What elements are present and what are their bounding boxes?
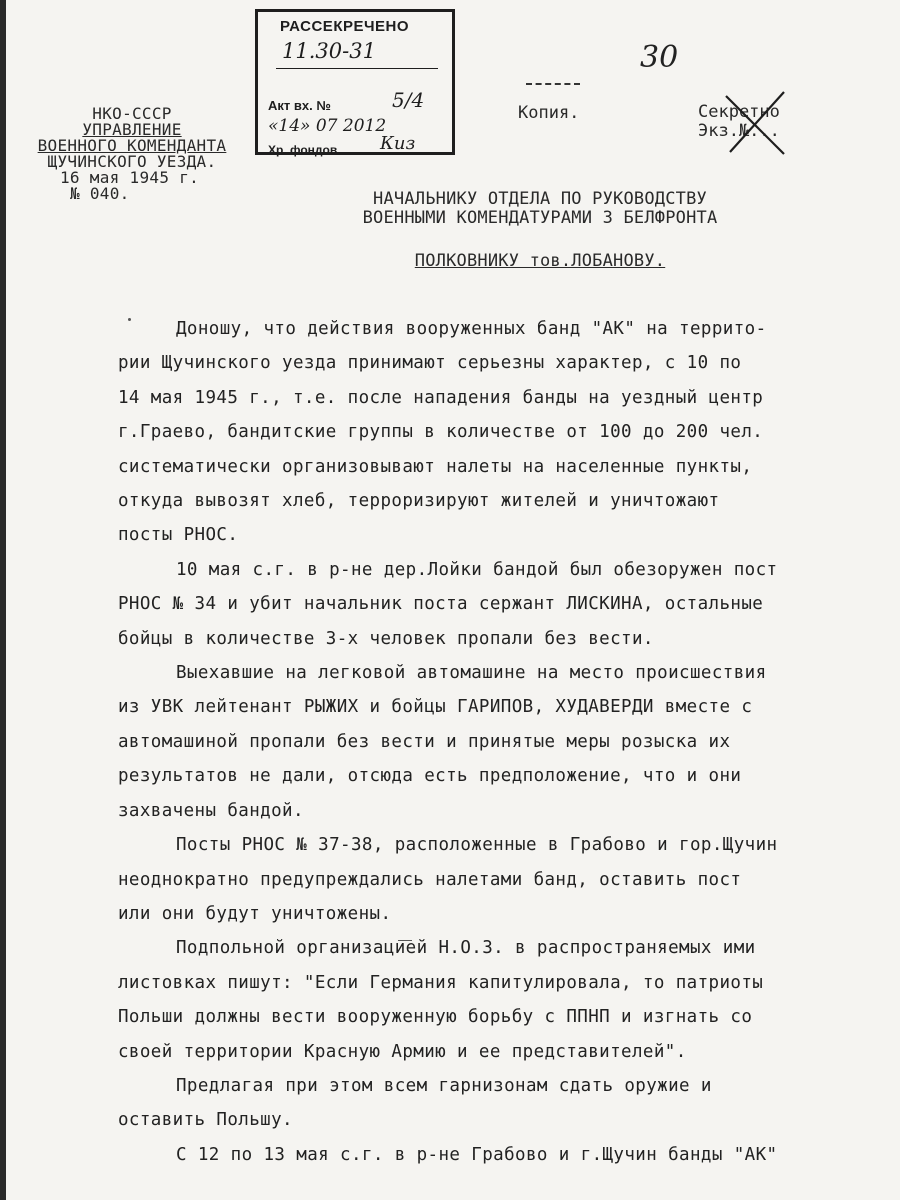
declassification-stamp [255,9,455,155]
body-line: захвачены бандой. [118,800,304,821]
header-line: УПРАВЛЕНИЕ [82,120,182,139]
page-number: 30 [640,40,679,75]
body-line: бойцы в количестве 3-х человек пропали без вести. [118,628,654,649]
body-line: своей территории Красную Армию и ее представителей". [118,1041,687,1062]
body-line: Выехавшие на легковой автомашине на место происшествия [176,663,767,684]
addressee-block [320,190,760,271]
body-line: результатов не дали, отсюда есть предположение, что и они [118,766,742,787]
stamp-fonds-value: Киз [380,133,416,154]
body-line: 14 мая 1945 г., т.е. после нападения банды на уездный центр [118,387,764,408]
stamp-date: «14» 07 2012 [268,116,387,136]
body-line: листовках пишут: "Если Германия капитулировала, то патриоты [118,972,764,993]
body-line: Подпольной организацией Н.О.З. в распространяемых ими [176,938,756,959]
body-line: РНОС № 34 и убит начальник поста сержант ЛИСКИНА, остальные [118,594,764,615]
addressee-line: НАЧАЛЬНИКУ ОТДЕЛА ПО РУКОВОДСТВУ [373,189,707,209]
letter-body [118,312,870,1172]
body-line: посты РНОС. [118,525,239,546]
body-line: г.Граево, бандитские группы в количестве от 100 до 200 чел. [118,422,764,443]
stamp-rule [276,68,438,69]
header-line: ВОЕННОГО КОМЕНДАНТА [37,136,227,155]
copy-mark: Копия. [518,103,580,123]
sender-header [16,106,248,202]
body-line: систематически организовывают налеты на населенные пункты, [118,456,753,477]
body-line: Предлагая при этом всем гарнизонам сдать оружие и [176,1075,712,1096]
addressee-name: ПОЛКОВНИКУ тов.ЛОБАНОВУ. [414,251,666,271]
body-line: Посты РНОС № 37-38, расположенные в Грабово и гор.Щучин [176,835,778,856]
body-line: откуда вывозят хлеб, терроризируют жителей и уничтожают [118,491,720,512]
body-line: Польши должны вести вооруженную борьбу с ППНП и изгнать со [118,1007,753,1028]
body-line: неоднократно предупреждались налетами банд, оставить пост [118,869,742,890]
body-line: Доношу, что действия вооруженных банд "АК" на террито- [176,319,767,339]
header-reg-number: № 040. [70,184,130,203]
body-line: 10 мая с.г. в р-не дер.Лойки бандой был обезоружен пост [176,559,778,580]
stamp-title: РАССЕКРЕЧЕНО [280,18,410,35]
body-line: или они будут уничтожены. [118,903,392,924]
secret-label: Секретно [698,102,780,122]
secret-copy-number: Экз.№... [698,121,780,141]
body-line: оставить Польшу. [118,1110,293,1131]
body-line: из УВК лейтенант РЫЖИХ и бойцы ГАРИПОВ, ХУДАВЕРДИ вместе с [118,697,753,718]
stamp-act-number: 5/4 [392,88,425,112]
copy-dash-line [526,83,580,85]
body-line: С 12 по 13 мая с.г. в р-не Грабово и г.Щучин банды "АК" [176,1144,778,1165]
header-line: НКО-СССР [92,104,172,123]
header-date: 16 мая 1945 г. [60,168,200,187]
strike-through-mark [722,88,790,158]
stamp-fonds-label: Хр. фондов [268,143,338,157]
body-line: автомашиной пропали без вести и принятые меры розыска их [118,731,731,752]
body-line: рии Щучинского уезда принимают серьезны характер, с 10 по [118,353,742,374]
addressee-line: ВОЕННЫМИ КОМЕНДАТУРАМИ 3 БЕЛФРОНТА [362,208,718,228]
scan-edge [0,0,6,1200]
stamp-number: 11.30-31 [282,39,376,63]
stamp-act-label: Акт вх. № [268,98,331,113]
header-line: ЩУЧИНСКОГО УЕЗДА. [47,152,217,171]
